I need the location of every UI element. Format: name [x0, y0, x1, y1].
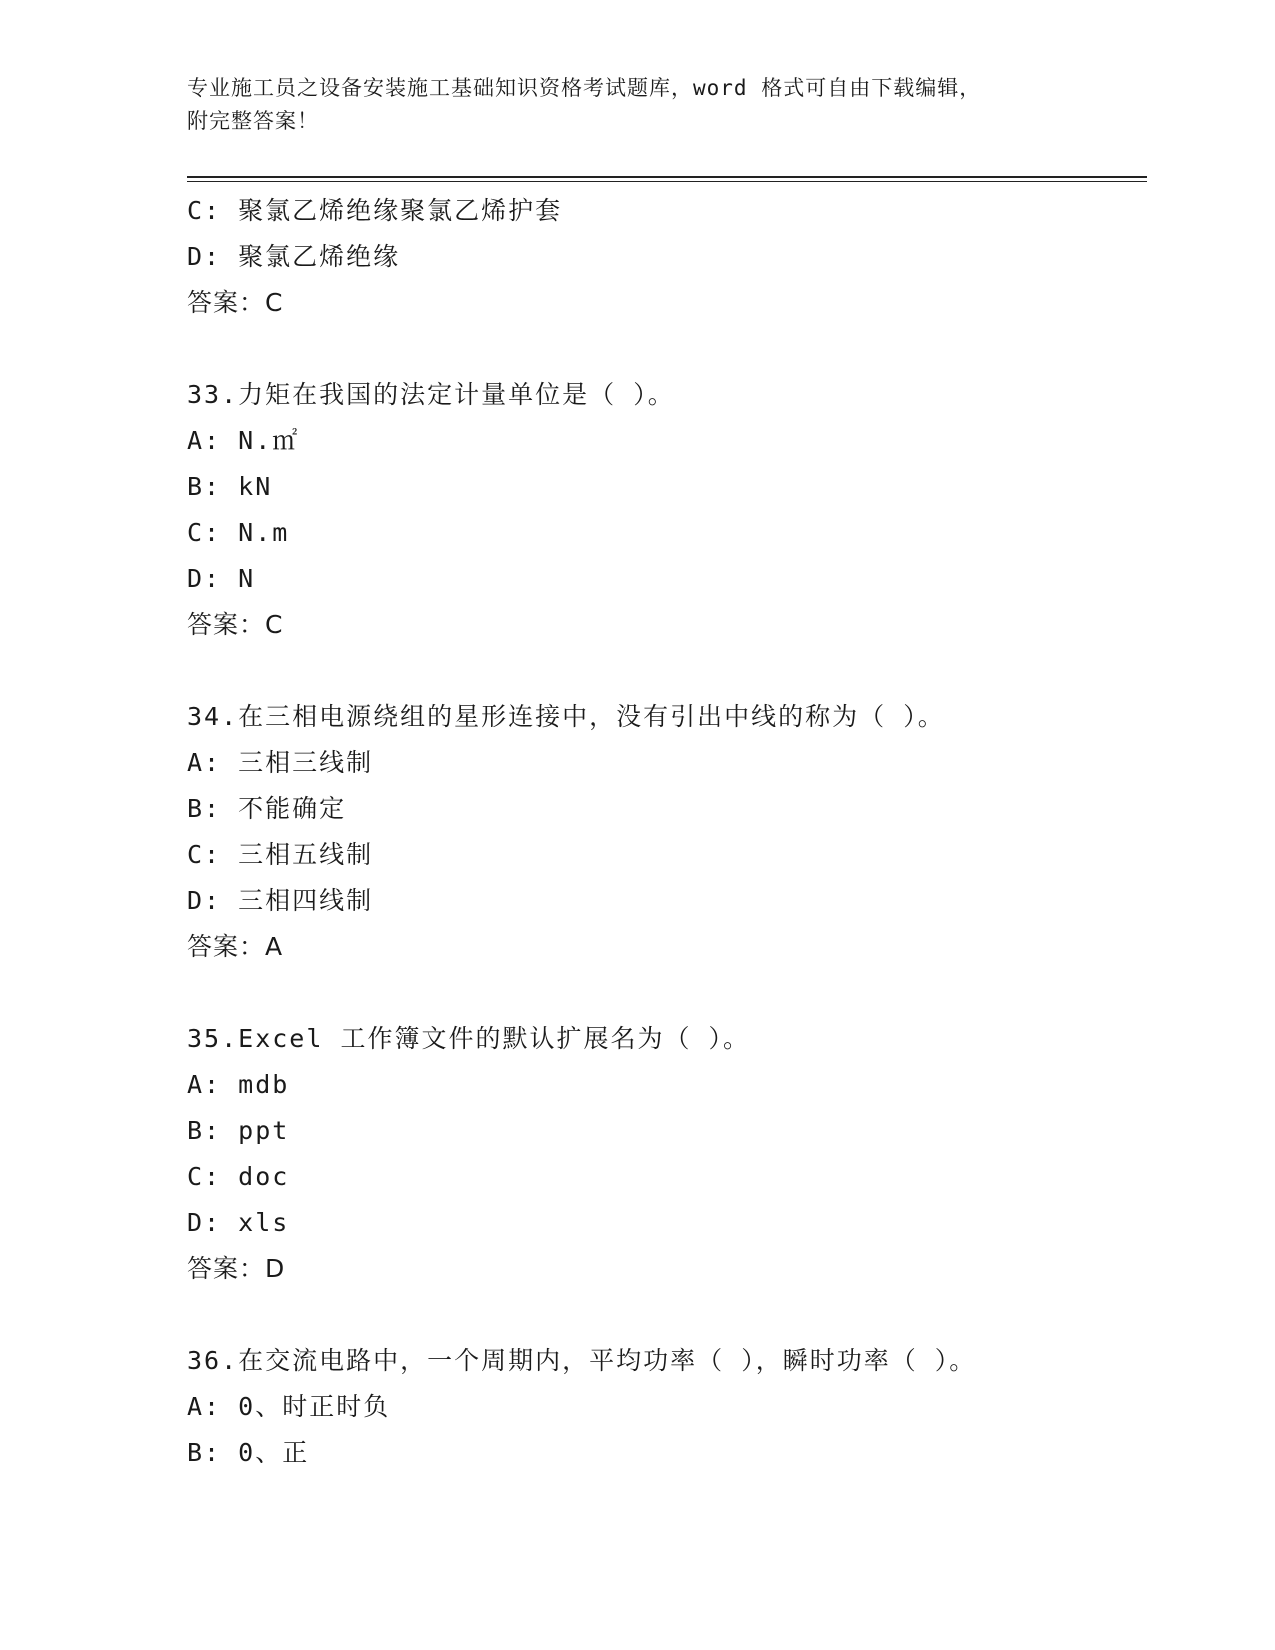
option-a: A: 三相三线制: [187, 748, 374, 777]
question-35: [187, 1016, 1147, 1292]
header-line-1: 专业施工员之设备安装施工基础知识资格考试题库，word 格式可自由下载编辑，: [187, 76, 982, 100]
question-stem: 36.在交流电路中，一个周期内，平均功率（ ），瞬时功率（ ）。: [187, 1346, 977, 1375]
option-d: D: xls: [187, 1208, 290, 1237]
header-divider-thin: [187, 181, 1147, 182]
question-33: [187, 372, 1147, 648]
spacer: [187, 1292, 1147, 1338]
option-d: D: N: [187, 564, 256, 593]
option-c: C: 聚氯乙烯绝缘聚氯乙烯护套: [187, 196, 563, 225]
spacer: [187, 648, 1147, 694]
option-b: B: kN: [187, 472, 273, 501]
option-c: C: N.m: [187, 518, 290, 547]
question-34: [187, 694, 1147, 970]
option-a: A: 0、时正时负: [187, 1392, 391, 1421]
question-32-tail: [187, 188, 1147, 326]
header-divider-thick: [187, 176, 1147, 178]
option-d: D: 三相四线制: [187, 886, 374, 915]
question-list: [187, 188, 1147, 1476]
option-a: A: mdb: [187, 1070, 290, 1099]
option-b: B: ppt: [187, 1116, 290, 1145]
question-stem: 35.Excel 工作簿文件的默认扩展名为（ ）。: [187, 1024, 751, 1053]
document-header: [187, 72, 1067, 138]
answer: 答案：C: [187, 288, 284, 317]
question-36: [187, 1338, 1147, 1476]
answer: 答案：A: [187, 932, 284, 961]
answer: 答案：D: [187, 1254, 286, 1283]
option-d: D: 聚氯乙烯绝缘: [187, 242, 401, 271]
option-b: B: 0、正: [187, 1438, 310, 1467]
answer: 答案：C: [187, 610, 284, 639]
header-line-2: 附完整答案！: [187, 109, 319, 133]
option-c: C: 三相五线制: [187, 840, 374, 869]
option-a: A: N.㎡: [187, 426, 300, 455]
spacer: [187, 326, 1147, 372]
spacer: [187, 970, 1147, 1016]
option-b: B: 不能确定: [187, 794, 347, 823]
question-stem: 34.在三相电源绕组的星形连接中，没有引出中线的称为（ ）。: [187, 702, 945, 731]
option-c: C: doc: [187, 1162, 290, 1191]
question-stem: 33.力矩在我国的法定计量单位是（ ）。: [187, 380, 675, 409]
